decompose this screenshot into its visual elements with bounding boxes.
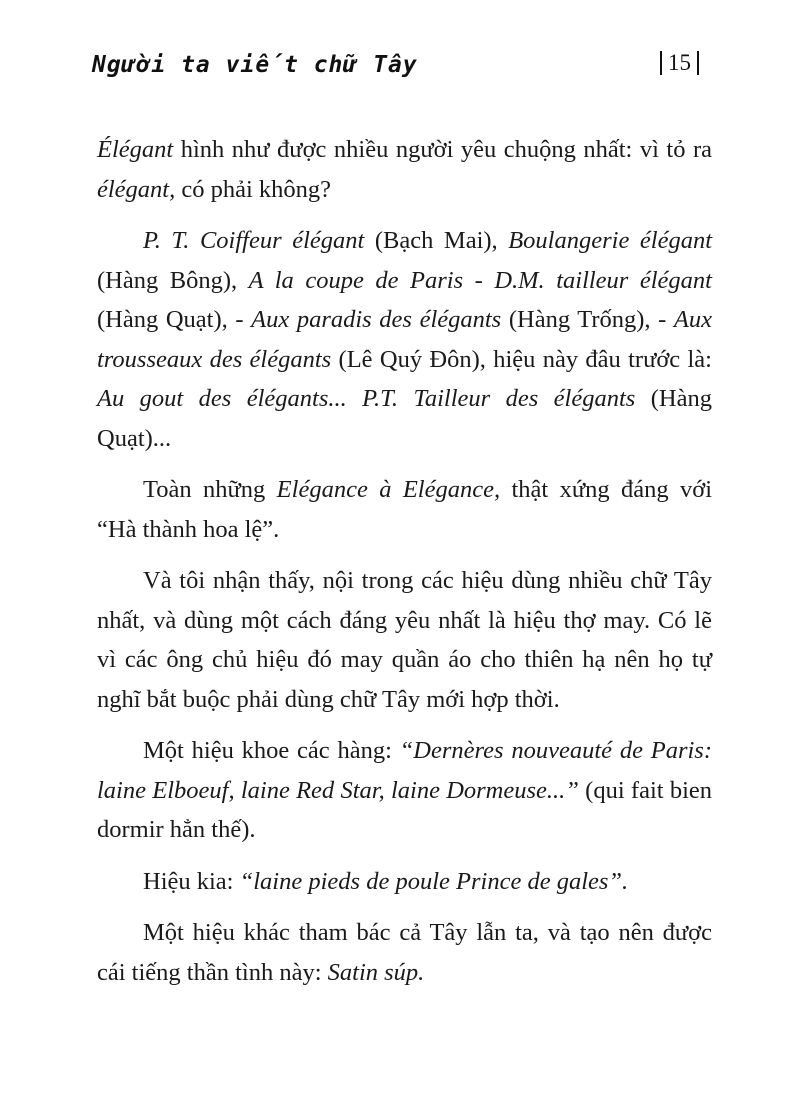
text-span: Toàn những bbox=[143, 476, 277, 503]
paragraph bbox=[97, 221, 712, 458]
text-span: thật xứng đáng với “Hà thành hoa lệ”. bbox=[97, 476, 712, 543]
text-span: (qui fait bien dormir hẳn thế). bbox=[97, 776, 713, 843]
paragraph bbox=[97, 913, 712, 992]
text-span: (Hàng Trống), - bbox=[501, 306, 674, 333]
text-span: (Hàng Bông), bbox=[97, 266, 249, 294]
italic-text: P. T. Coiffeur élégant bbox=[143, 227, 365, 254]
italic-text: Boulangerie élégant bbox=[508, 227, 712, 254]
text-span: (Hàng Quạt)... bbox=[97, 385, 712, 452]
body-text bbox=[97, 130, 712, 1004]
text-span: (Hàng Quạt), - bbox=[97, 306, 252, 333]
italic-text: Aux trousseaux des élégants bbox=[97, 306, 712, 373]
italic-text: Elégance à Elégance, bbox=[276, 476, 501, 503]
paragraph bbox=[97, 731, 712, 850]
text-span: Và tôi nhận thấy, nội trong các hiệu dùng nhiều chữ Tây nhất, và dùng một cách đáng yêu nhất là hiệu thợ may. Có lẽ vì các ông chủ hiệu đó may quần áo cho thiên hạ nên họ tự nghĩ bắt buộc phải dùng chữ Tây mới hợp thời. bbox=[97, 567, 712, 713]
italic-text: élégant, bbox=[97, 175, 176, 203]
paragraph bbox=[97, 470, 712, 549]
running-title: Người ta viết chữ Tây bbox=[92, 52, 418, 78]
text-span: (Bạch Mai), bbox=[364, 227, 509, 254]
italic-text: “laine pieds de poule Prince de gales”. bbox=[239, 867, 629, 895]
text-span: Một hiệu khoe các hàng: bbox=[143, 737, 400, 764]
italic-text: A la coupe de Paris - D.M. tailleur élégant bbox=[248, 266, 712, 294]
italic-text: Élégant bbox=[97, 136, 174, 163]
text-span: (Lê Quý Đôn), hiệu này đâu trước là: bbox=[331, 345, 712, 373]
italic-text: Satin súp. bbox=[327, 958, 425, 986]
text-span: Một hiệu khác tham bác cả Tây lẫn ta, và tạo nên được cái tiếng thần tình này: bbox=[97, 919, 712, 986]
page-number-bar-left bbox=[660, 51, 662, 75]
italic-text: Au gout des élégants... P.T. Tailleur des élégants bbox=[97, 385, 636, 412]
paragraph bbox=[97, 130, 712, 209]
page-number-value: 15 bbox=[668, 50, 691, 75]
paragraph bbox=[97, 862, 712, 902]
italic-text: “Dernères nouveauté de Paris: laine Elboeuf, laine Red Star, laine Dormeuse...” bbox=[97, 737, 712, 804]
italic-text: Aux paradis des élégants bbox=[251, 306, 502, 333]
paragraph bbox=[97, 561, 712, 719]
text-span: Hiệu kia: bbox=[143, 867, 240, 895]
page-number bbox=[660, 50, 699, 76]
text-span: hình như được nhiều người yêu chuộng nhất: vì tỏ ra bbox=[173, 136, 712, 163]
text-span: có phải không? bbox=[175, 175, 332, 203]
page-number-bar-right bbox=[697, 51, 699, 75]
